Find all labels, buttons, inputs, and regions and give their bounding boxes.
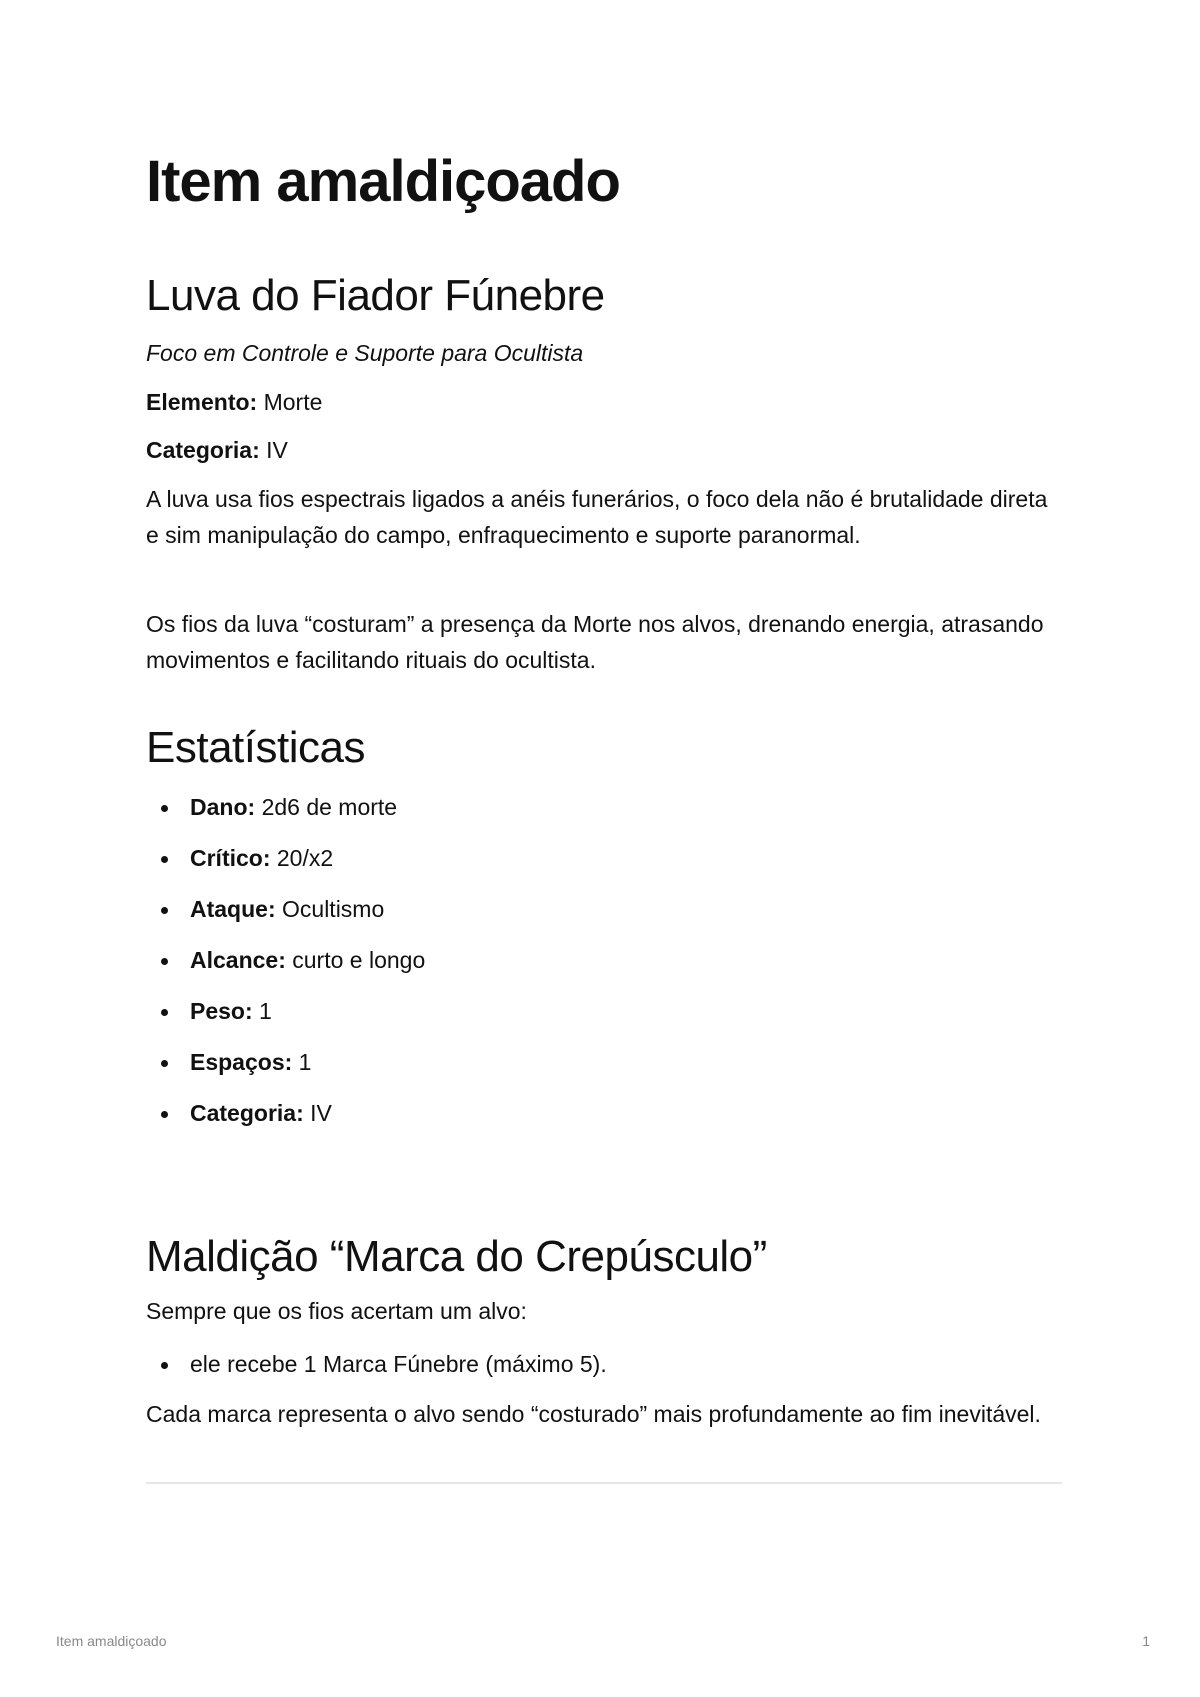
category-property <box>146 437 288 464</box>
stat-label: Alcance: <box>190 947 286 973</box>
element-property <box>146 389 322 416</box>
item-name-heading: Luva do Fiador Fúnebre <box>146 271 605 320</box>
stat-label: Categoria: <box>190 1100 304 1126</box>
property-label: Elemento: <box>146 389 258 415</box>
stat-value: IV <box>310 1100 332 1126</box>
stat-label: Espaços: <box>190 1049 293 1075</box>
list-item <box>146 1096 425 1147</box>
curse-list <box>146 1347 607 1381</box>
description-paragraph: A luva usa fios espectrais ligados a anéis funerários, o foco dela não é brutalidade direta e sim manipulação do campo, enfraquecimento e suporte paranormal. <box>146 486 1048 548</box>
curse-closing-paragraph: Cada marca representa o alvo sendo “costurado” mais profundamente ao fim inevitável. <box>146 1401 1041 1427</box>
property-value: IV <box>266 437 288 463</box>
property-value: Morte <box>263 389 323 415</box>
stats-list <box>146 790 425 1147</box>
document-title: Item amaldiçoado <box>146 149 620 214</box>
stat-label: Dano: <box>190 794 256 820</box>
stat-value: Ocultismo <box>282 896 385 922</box>
divider <box>146 1482 1062 1484</box>
footer-title: Item amaldiçoado <box>56 1633 167 1649</box>
list-item <box>146 790 425 841</box>
stat-label: Ataque: <box>190 896 276 922</box>
stat-value: 2d6 de morte <box>261 794 398 820</box>
stat-value: 1 <box>259 998 272 1024</box>
stat-value: 1 <box>298 1049 312 1075</box>
list-item <box>146 892 425 943</box>
page-number: 1 <box>1142 1633 1150 1649</box>
list-item: ele recebe 1 Marca Fúnebre (máximo 5). <box>146 1347 607 1381</box>
stat-label: Crítico: <box>190 845 271 871</box>
list-item <box>146 841 425 892</box>
list-item <box>146 994 425 1045</box>
list-item <box>146 943 425 994</box>
property-label: Categoria: <box>146 437 260 463</box>
stats-heading: Estatísticas <box>146 723 365 772</box>
description-paragraph: Os fios da luva “costuram” a presença da Morte nos alvos, drenando energia, atrasando movimentos e facilitando rituais do ocultista. <box>146 611 1044 673</box>
curse-intro: Sempre que os fios acertam um alvo: <box>146 1298 527 1324</box>
item-tagline: Foco em Controle e Suporte para Ocultista <box>146 340 584 366</box>
curse-heading: Maldição “Marca do Crepúsculo” <box>146 1232 767 1281</box>
stat-value: curto e longo <box>292 947 426 973</box>
stat-label: Peso: <box>190 998 253 1024</box>
stat-value: 20/x2 <box>276 845 334 871</box>
list-item <box>146 1045 425 1096</box>
